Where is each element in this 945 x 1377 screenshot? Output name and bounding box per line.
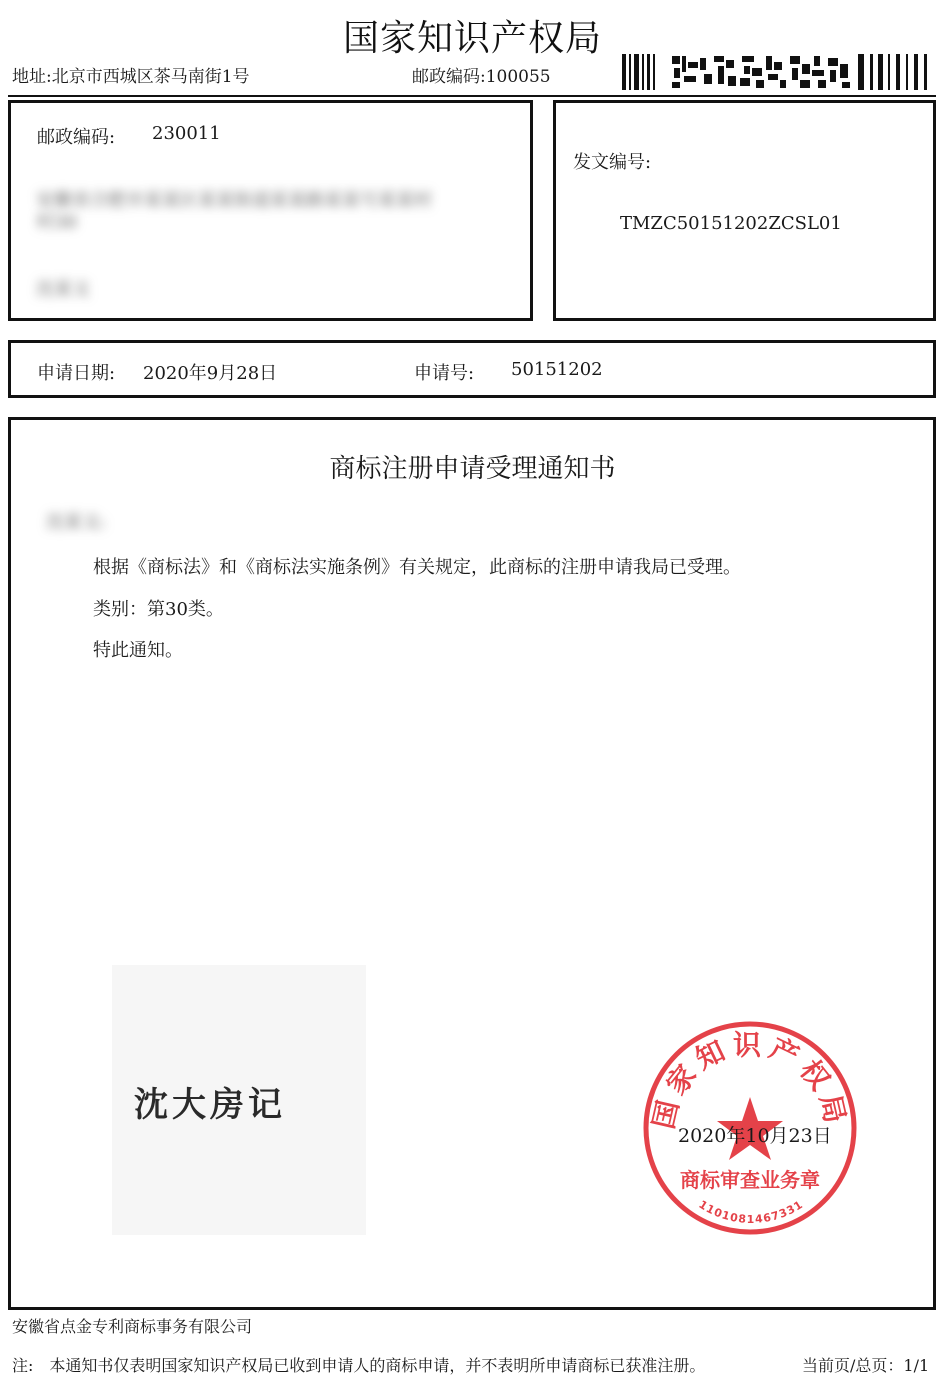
doc-ref-box bbox=[553, 100, 936, 321]
header-divider bbox=[8, 95, 936, 97]
agency-name: 安徽省点金专利商标事务有限公司 bbox=[12, 1317, 253, 1336]
recipient-postcode-value: 230011 bbox=[152, 123, 221, 144]
recipient-name: 沈某文 bbox=[36, 279, 90, 300]
application-number-label: 申请号: bbox=[414, 363, 475, 384]
recipient-address-line2: 村30 bbox=[36, 212, 77, 233]
application-date-value: 2020年9月28日 bbox=[143, 363, 278, 384]
office-address: 地址:北京市西城区茶马南街1号 bbox=[12, 67, 250, 87]
notice-body: 根据《商标法》和《商标法实施条例》有关规定，此商标的注册申请我局已受理。 bbox=[93, 557, 741, 578]
application-date-label: 申请日期: bbox=[37, 363, 116, 384]
barcode-icon bbox=[622, 54, 932, 90]
notice-title: 商标注册申请受理通知书 bbox=[329, 454, 616, 484]
doc-ref-value: TMZC50151202ZCSL01 bbox=[620, 213, 842, 234]
notice-category: 类别：第30类。 bbox=[93, 599, 224, 620]
footer-note: 注: 本通知书仅表明国家知识产权局已收到申请人的商标申请，并不表明所申请商标已获准注册。 bbox=[12, 1356, 706, 1375]
trademark-text: 沈大房记 bbox=[134, 1085, 286, 1125]
office-title: 国家知识产权局 bbox=[342, 18, 602, 59]
seal-serial: 1101081467331 bbox=[696, 1197, 806, 1226]
notice-addressee: 沈某文: bbox=[46, 512, 107, 533]
seal-bottom-text: 商标审查业务章 bbox=[680, 1168, 820, 1192]
recipient-address: 安徽省合肥市某某区某某街道某某路某某号某某村 bbox=[36, 190, 432, 211]
issue-date: 2020年10月23日 bbox=[678, 1125, 832, 1147]
page-indicator: 当前页/总页：1/1 bbox=[802, 1356, 930, 1375]
seal-top-text: 国家知识产权局 bbox=[646, 1028, 854, 1132]
recipient-postcode-label: 邮政编码: bbox=[37, 127, 116, 148]
application-number-value: 50151202 bbox=[511, 359, 603, 380]
office-postcode: 邮政编码:100055 bbox=[412, 67, 551, 87]
doc-ref-label: 发文编号: bbox=[573, 152, 652, 173]
notice-closing: 特此通知。 bbox=[93, 640, 183, 661]
